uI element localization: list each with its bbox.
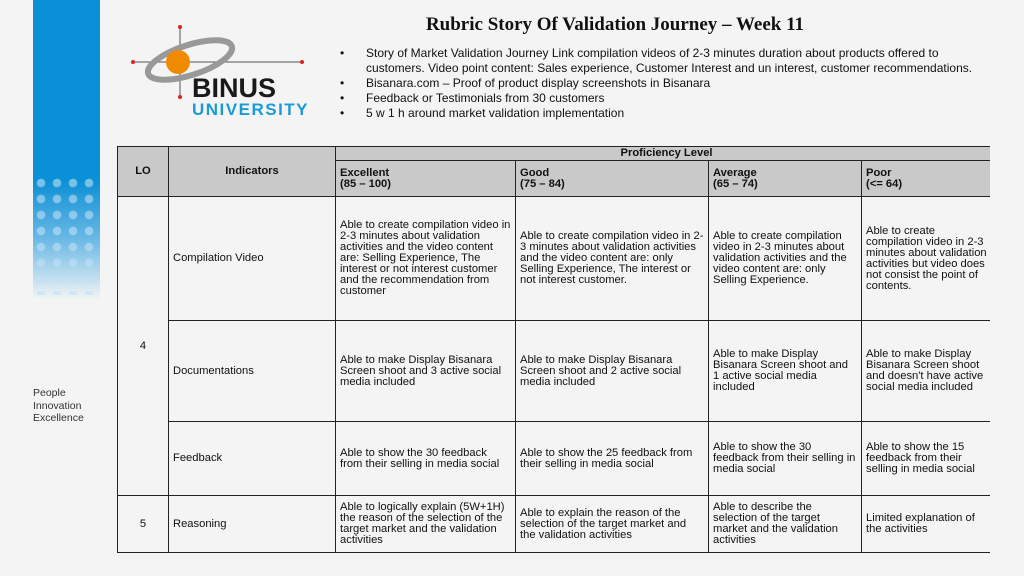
- table-row: [118, 496, 991, 553]
- bullet-list: [340, 46, 990, 121]
- binus-logo: [130, 25, 330, 120]
- table-row: [118, 321, 991, 422]
- indicator-cell: Reasoning: [169, 496, 336, 553]
- rubric-table: [117, 146, 990, 553]
- rubric-cell: Able to show the 15 feedback from their selling in media social: [862, 422, 991, 496]
- bullet-item: • Bisanara.com – Proof of product display screenshots in Bisanara: [340, 76, 990, 91]
- rubric-cell: Able to show the 25 feedback from their selling in media social: [516, 422, 709, 496]
- lo-cell: 4: [118, 197, 169, 496]
- brand-side-bar: [33, 0, 100, 300]
- svg-text:BINUS: BINUS: [192, 73, 277, 103]
- svg-text:UNIVERSITY: UNIVERSITY: [192, 100, 310, 119]
- tagline-2: Innovation: [33, 399, 82, 412]
- bullet-item: • 5 w 1 h around market validation implementation: [340, 106, 990, 121]
- bullet-item: • Feedback or Testimonials from 30 customers: [340, 91, 990, 106]
- rubric-cell: Limited explanation of the activities: [862, 496, 991, 553]
- tagline: [33, 387, 84, 425]
- rubric-cell: Able to describe the selection of the target market and the validation activities: [709, 496, 862, 553]
- table-row: [118, 197, 991, 321]
- page-title: Rubric Story Of Validation Journey – Week 11: [425, 14, 805, 35]
- rubric-cell: Able to explain the reason of the selection of the target market and the validation activities: [516, 496, 709, 553]
- level-header-average: Average (65 – 74): [709, 161, 862, 197]
- rubric-cell: Able to create compilation video in 2-3 minutes about validation activities but video does not consist the point of contents.: [862, 197, 991, 321]
- rubric-cell: Able to create compilation video in 2-3 minutes about validation activities and the video content are: only Selling Experience, The interest or not interest customer.: [516, 197, 709, 321]
- rubric-cell: Able to create compilation video in 2-3 minutes about validation activities and the video content are: only Selling Experience.: [709, 197, 862, 321]
- rubric-cell: Able to make Display Bisanara Screen shoot and 2 active social media included: [516, 321, 709, 422]
- lo-cell: 5: [118, 496, 169, 553]
- level-header-good: Good (75 – 84): [516, 161, 709, 197]
- indicator-cell: Compilation Video: [169, 197, 336, 321]
- level-header-excellent: Excellent (85 – 100): [336, 161, 516, 197]
- indicators-header: Indicators: [169, 147, 336, 197]
- indicator-cell: Documentations: [169, 321, 336, 422]
- tagline-3: Excellence: [33, 412, 84, 424]
- proficiency-header: Proficiency Level: [336, 147, 991, 161]
- rubric-cell: Able to make Display Bisanara Screen shoot and 1 active social media included: [709, 321, 862, 422]
- rubric-cell: Able to show the 30 feedback from their selling in media social: [336, 422, 516, 496]
- level-header-poor: Poor (<= 64): [862, 161, 991, 197]
- rubric-table-wrap: [117, 146, 990, 554]
- table-row: [118, 422, 991, 496]
- tagline-1: People: [33, 387, 66, 399]
- pattern: [33, 175, 100, 295]
- rubric-cell: Able to make Display Bisanara Screen shoot and doesn't have active social media included: [862, 321, 991, 422]
- rubric-cell: Able to create compilation video in 2-3 minutes about validation activities and the video content are: Selling Experience, The interest or not interest customer and the recommendation from customer: [336, 197, 516, 321]
- rubric-cell: Able to make Display Bisanara Screen shoot and 3 active social media included: [336, 321, 516, 422]
- rubric-cell: Able to logically explain (5W+1H) the reason of the selection of the target market and the validation activities: [336, 496, 516, 553]
- bullet-item: • Story of Market Validation Journey Link compilation videos of 2-3 minutes duration about products offered to customers. Video point content: Sales experience, Customer Interest and un interest, customer recommendations.: [340, 46, 990, 76]
- indicator-cell: Feedback: [169, 422, 336, 496]
- lo-header: LO: [118, 147, 169, 197]
- rubric-cell: Able to show the 30 feedback from their selling in media social: [709, 422, 862, 496]
